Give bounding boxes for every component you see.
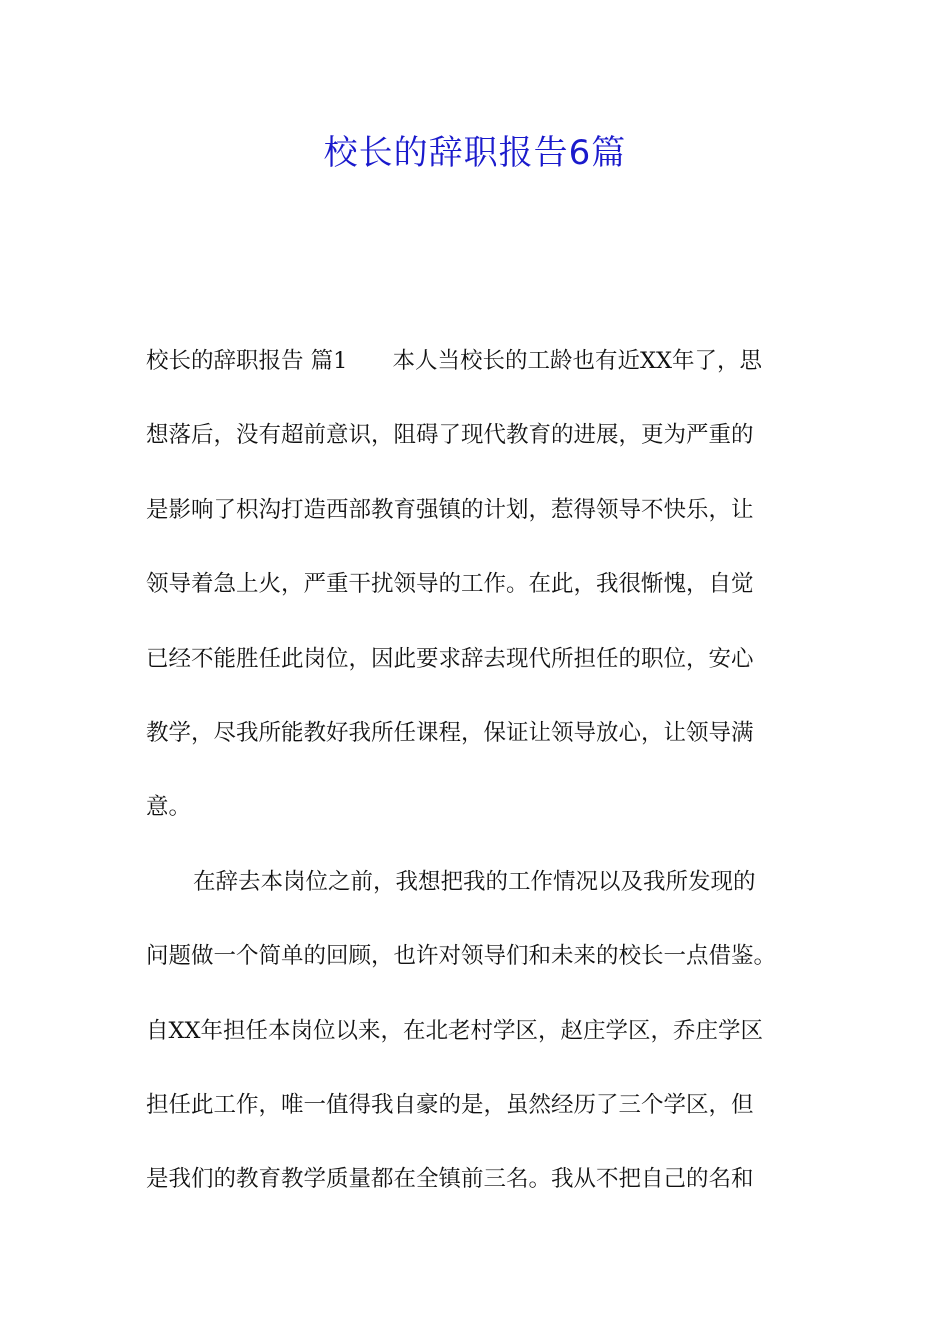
paragraph-start-line: 在辞去本岗位之前，我想把我的工作情况以及我所发现的 [193,868,756,895]
document-body [146,336,816,1229]
text-line: 是我们的教育教学质量都在全镇前三名。我从不把自己的名和 [146,1166,754,1193]
text-line: 自XX年担任本岗位以来，在北老村学区，赵庄学区，乔庄学区 [146,1017,764,1044]
text-line: 想落后，没有超前意识，阻碍了现代教育的进展，更为严重的 [146,422,754,449]
text-line: 意。 [146,794,192,821]
text-line: 担任此工作，唯一值得我自豪的是，虽然经历了三个学区，但 [146,1091,754,1118]
text-line: 教学，尽我所能教好我所任课程，保证让领导放心，让领导满 [146,719,754,746]
text-line: 已经不能胜任此岗位，因此要求辞去现代所担任的职位，安心 [146,645,754,672]
document-title: 校长的辞职报告6篇 [323,133,627,173]
text-line: 是影响了枳沟打造西部教育强镇的计划，惹得领导不快乐，让 [146,496,754,523]
text-line: 领导着急上火，严重干扰领导的工作。在此，我很惭愧，自觉 [146,571,754,598]
text-line: 问题做一个简单的回顾，也许对领导们和未来的校长一点借鉴。 [146,943,777,970]
text-line: 校长的辞职报告 篇1 本人当校长的工龄也有近XX年了，思 [146,348,763,374]
